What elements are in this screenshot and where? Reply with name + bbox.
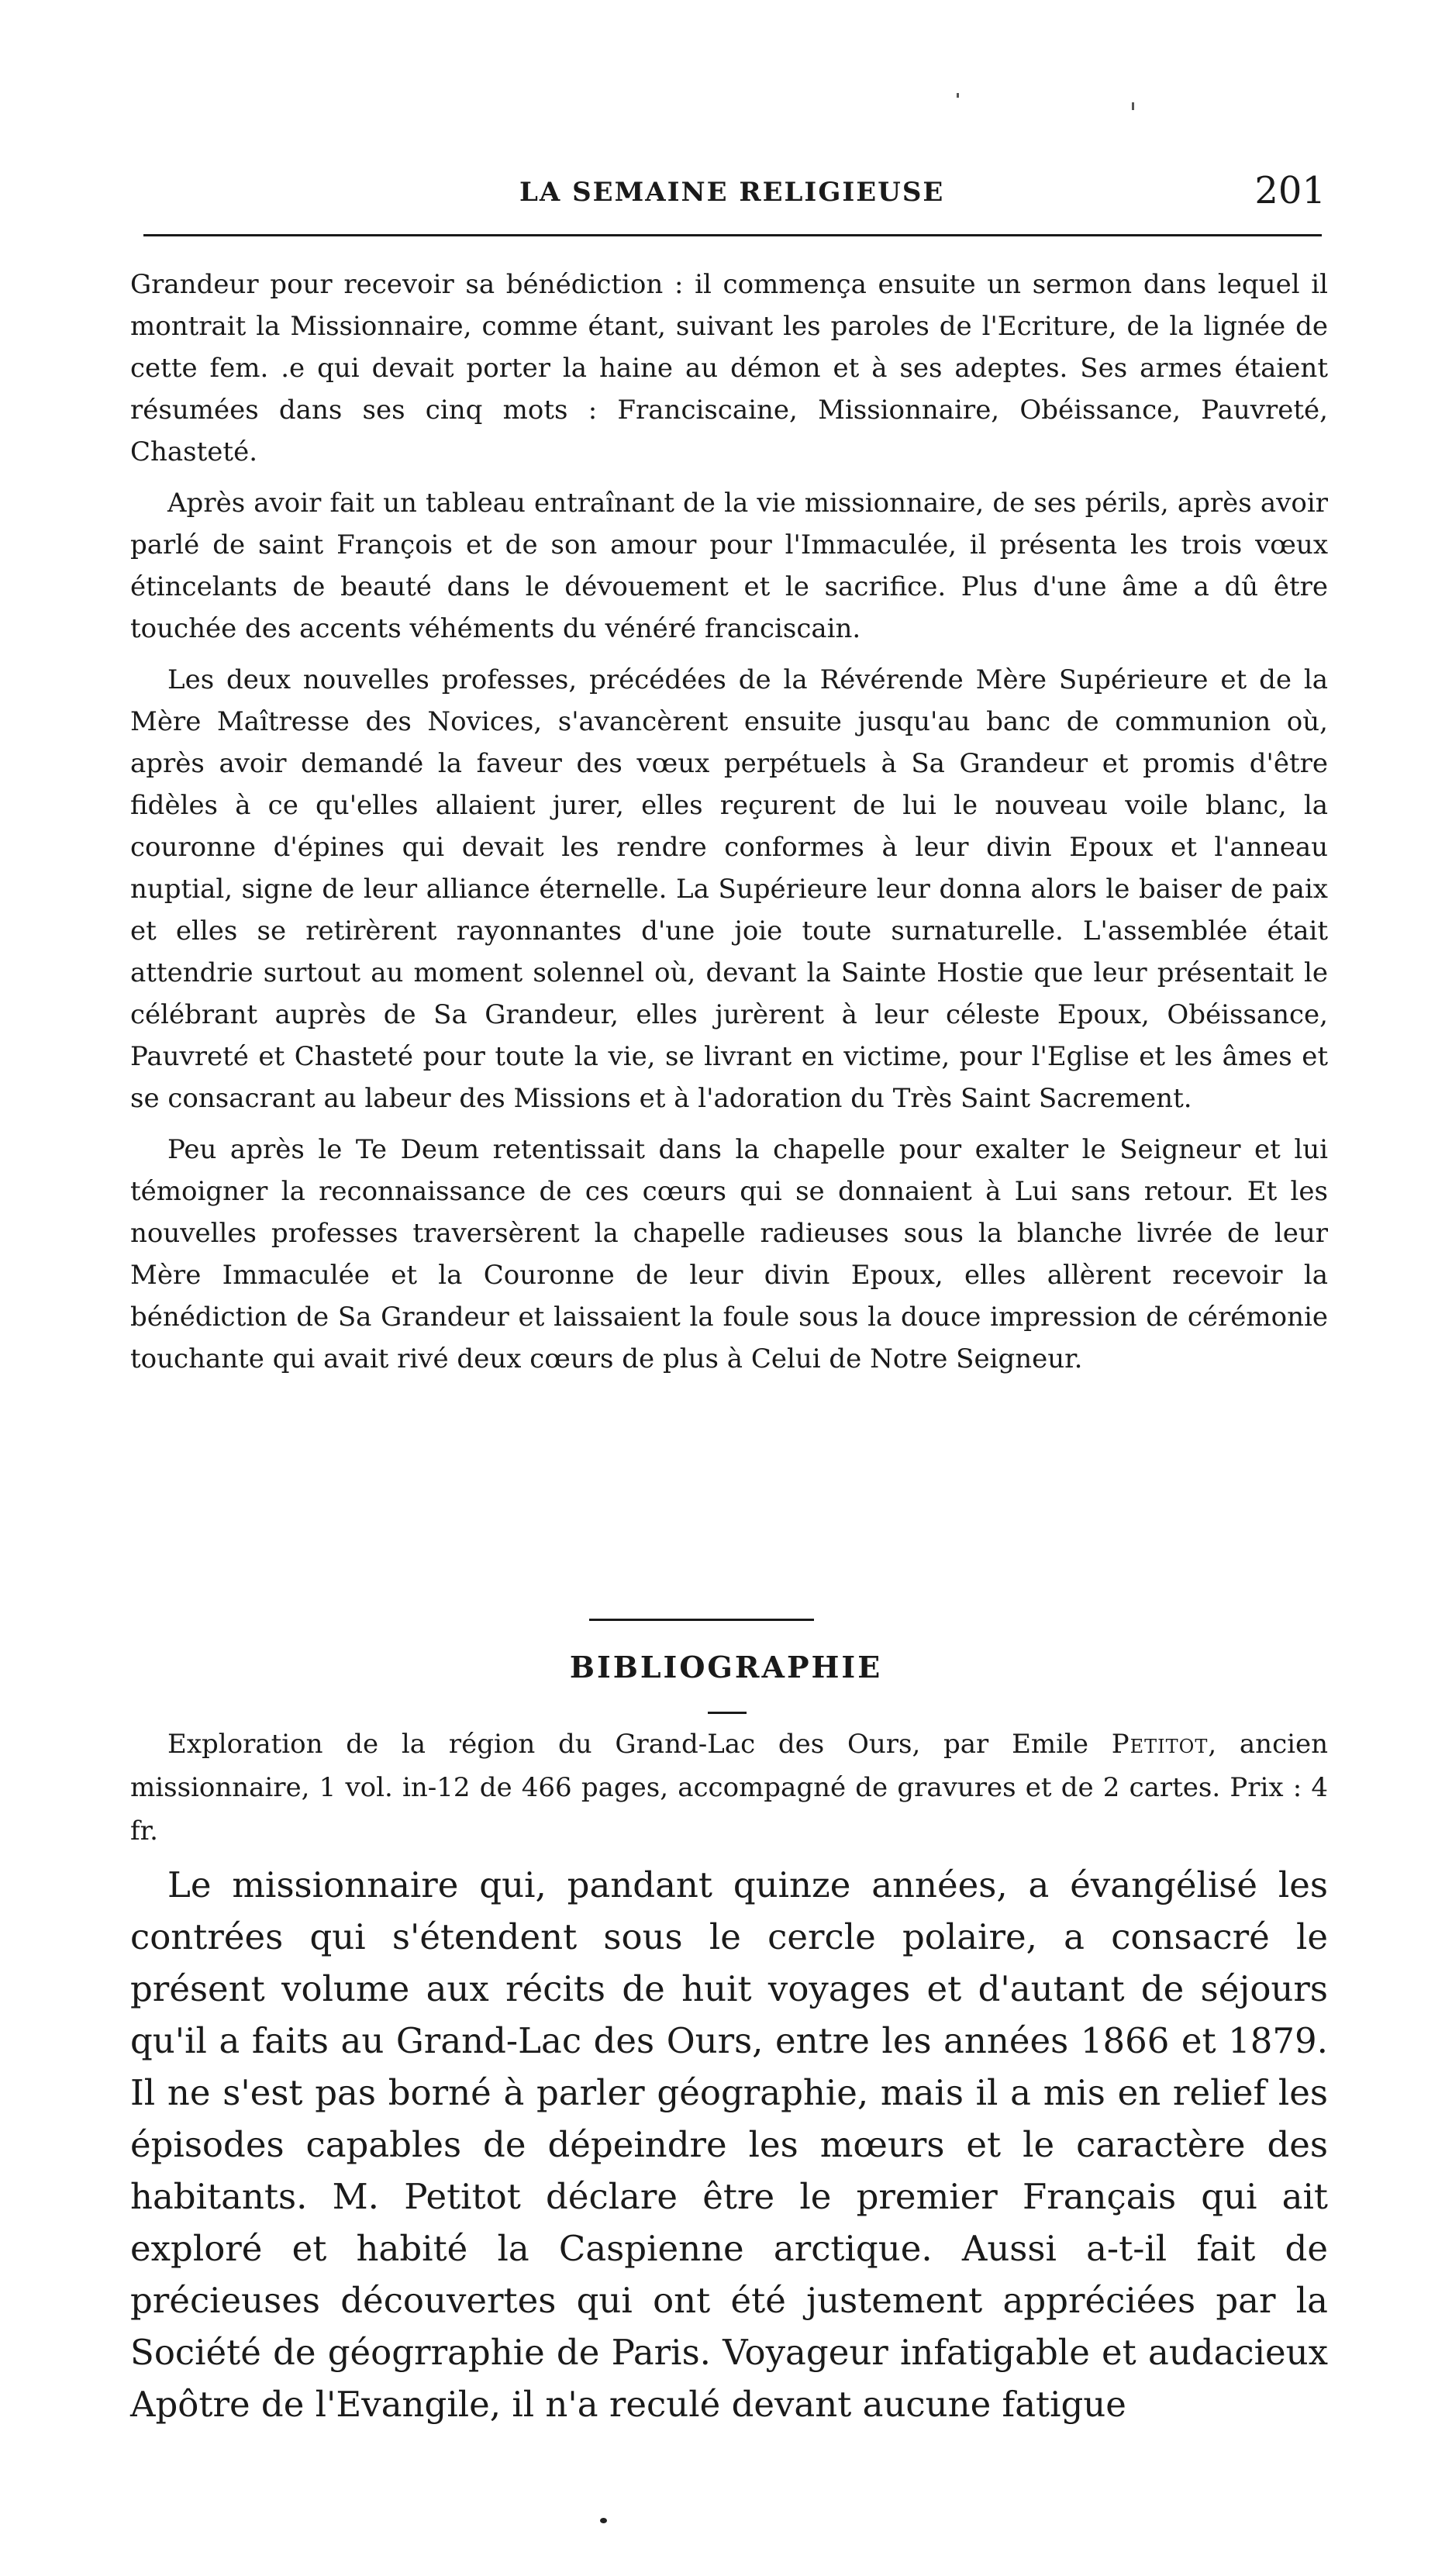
header-rule: [143, 234, 1322, 236]
section-divider: [589, 1619, 814, 1621]
paragraph: Peu après le Te Deum retentissait dans la chapelle pour exalter le Seigneur et lui témoigner la reconnaissance de ces cœurs qui se donnaient à Lui sans retour. Et les nouvelles professes traversèrent la chapelle radieuses sous la blanche livrée de leur Mère Immaculée et la Couronne de leur divin Epoux, elles allèrent recevoir la bénédiction de Sa Grandeur et laissaient la foule sous la douce impression de cérémonie touchante qui avait rivé deux cœurs de plus à Celui de Notre Seigneur.: [130, 1134, 1328, 1374]
section-heading: BIBLIOGRAPHIE: [569, 1650, 883, 1685]
running-title: LA SEMAINE RELIGIEUSE: [519, 177, 945, 208]
body-text: [130, 264, 1328, 1389]
citation-title: Exploration de la région du Grand-Lac des Ours, par Emile: [167, 1729, 1112, 1760]
citation-details: , ancien missionnaire, 1 vol. in-12 de 466 pages, accompagné de gravures et de 2 cartes. Prix : 4 fr.: [130, 1729, 1329, 1847]
bibliography-citation: [130, 1723, 1328, 1853]
heading-underline: [708, 1712, 747, 1714]
paragraph: Après avoir fait un tableau entraînant de la vie missionnaire, de ses périls, après avoir parlé de saint François et de son amour pour l'Immaculée, il présenta les trois vœux étincelants de beauté dans le dévouement et le sacrifice. Plus d'une âme a dû être touchée des accents véhéments du vénéré franciscain.: [130, 488, 1328, 644]
review-text: Le missionnaire qui, pandant quinze années, a évangélisé les contrées qui s'étendent sous le cercle polaire, a consacré le présent volume aux récits de huit voyages et d'autant de séjours qu'il a faits au Grand-Lac des Ours, entre les années 1866 et 1879. Il ne s'est pas borné à parler géographie, mais il a mis en relief les épisodes capables de dépeindre les mœurs et le caractère des habitants. M. Petitot déclare être le premier Français qui ait exploré et habité la Caspienne arctique. Aussi a-t-il fait de précieuses découvertes qui ont été justement appréciées par la Société de géogrraphie de Paris. Voyageur infatigable et audacieux Apôtre de l'Evangile, il n'a reculé devant aucune fatigue: [130, 1864, 1328, 2425]
scan-speck: [957, 93, 959, 98]
scan-speck: [1132, 102, 1134, 110]
book-review: [130, 1859, 1328, 2430]
paragraph: Les deux nouvelles professes, précédées de la Révérende Mère Supérieure et de la Mère Maîtresse des Novices, s'avancèrent ensuite jusqu'au banc de communion où, après avoir demandé la faveur des vœux perpétuels à Sa Grandeur et promis d'être fidèles à ce qu'elles allaient jurer, elles reçurent de lui le nouveau voile blanc, la couronne d'épines qui devait les rendre conformes à leur divin Epoux et l'anneau nuptial, signe de leur alliance éternelle. La Supérieure leur donna alors le baiser de paix et elles se retirèrent rayonnantes d'une joie toute surnaturelle. L'assemblée était attendrie surtout au moment solennel où, devant la Sainte Hostie que leur présentait le célébrant auprès de Sa Grandeur, elles jurèrent à leur céleste Epoux, Obéissance, Pauvreté et Chasteté pour toute la vie, se livrant en victime, pour l'Eglise et les âmes et se consacrant au labeur des Missions et à l'adoration du Très Saint Sacrement.: [130, 664, 1328, 1114]
bibliography-entry: [130, 1723, 1328, 1853]
scan-speck: [600, 2518, 607, 2523]
running-header: [132, 169, 1326, 216]
citation-author: Petitot: [1111, 1729, 1209, 1760]
page-number: 201: [1254, 169, 1326, 212]
paragraph: Grandeur pour recevoir sa bénédiction : il commença ensuite un sermon dans lequel il montrait la Missionnaire, comme étant, suivant les paroles de l'Ecriture, de la lignée de cette fem. .e qui devait porter la haine au démon et à ses adeptes. Ses armes étaient résumées dans ses cinq mots : Franciscaine, Missionnaire, Obéissance, Pauvreté, Chasteté.: [130, 269, 1328, 467]
